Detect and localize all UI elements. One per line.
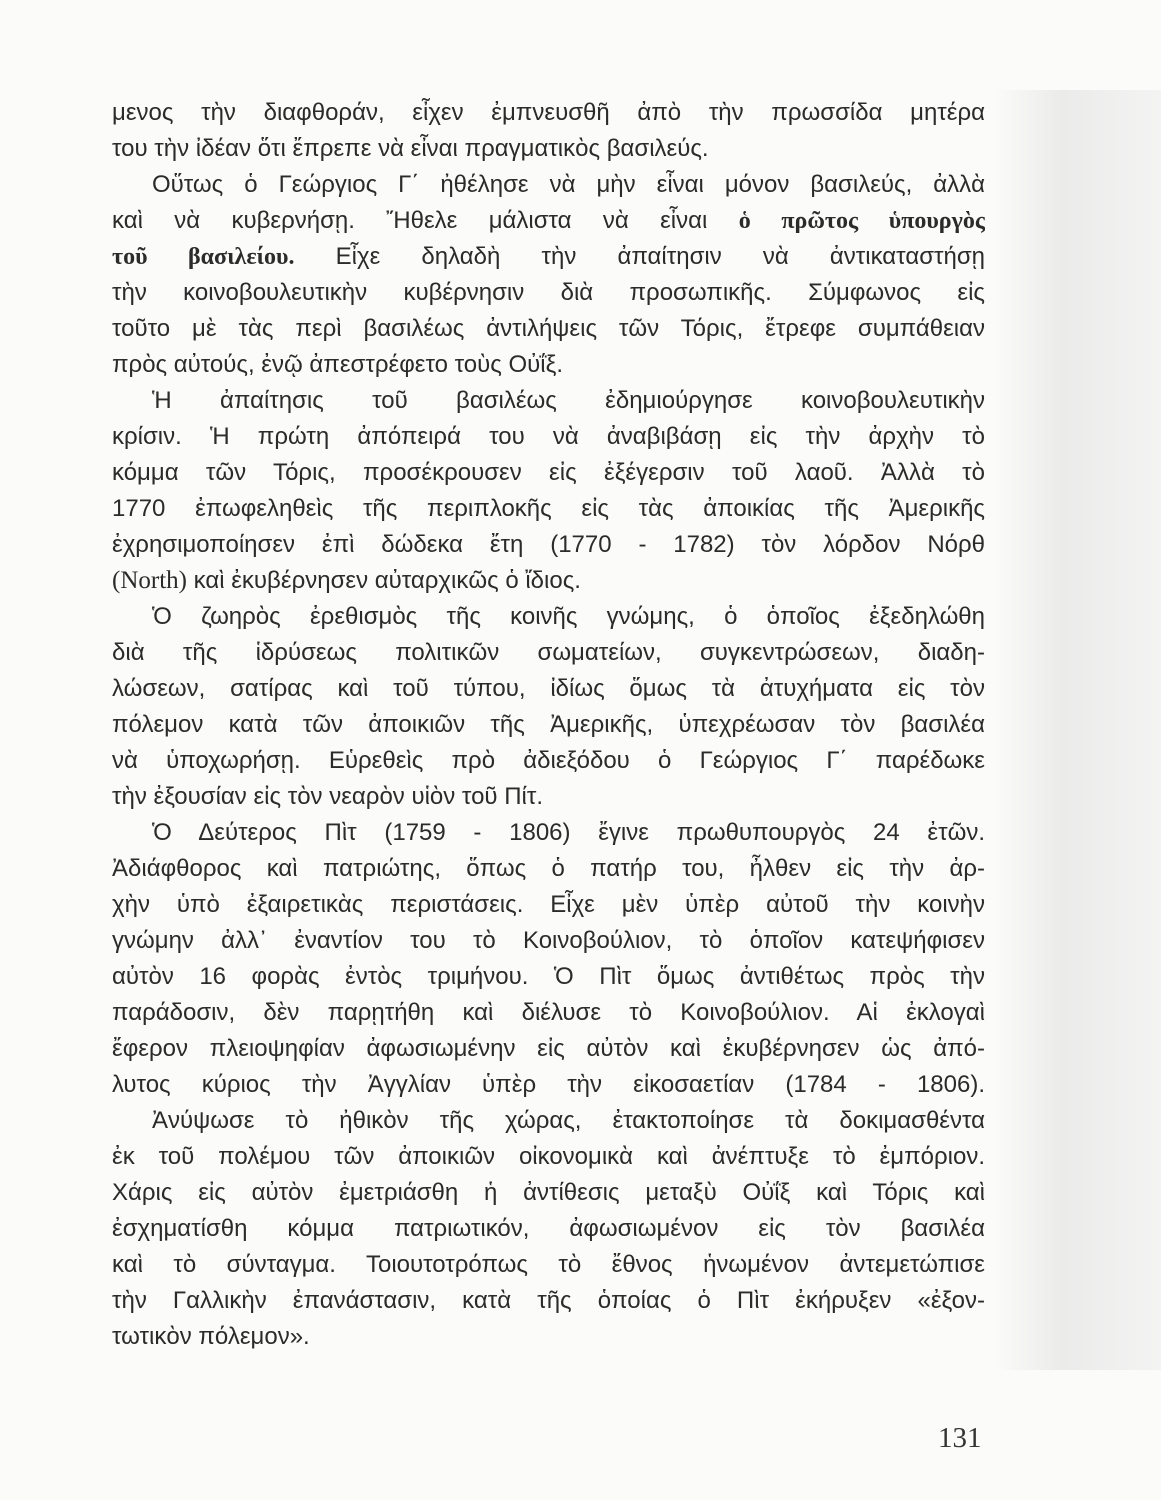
text-segment: καὶ ἐκυβέρνησεν αὐταρχικῶς ὁ ἴδιος. [186,567,581,594]
paragraph [112,815,985,1103]
paragraph [112,599,985,815]
text-line: ἔφερον πλειοψηφίαν ἀφωσιωμένην εἰς αὐτὸν καὶ ἐκυβέρνησεν ὡς ἀπό- [112,1035,985,1062]
text-line: Χάρις εἰς αὐτὸν ἐμετριάσθη ἡ ἀντίθεσις μεταξὺ Οὐΐξ καὶ Τόρις καὶ [112,1179,985,1206]
text-line: κρίσιν. Ἡ πρώτη ἀπόπειρά του νὰ ἀναβιβάσῃ εἰς τὴν ἀρχὴν τὸ [112,423,985,450]
bold-text: τοῦ βασιλείου. [112,244,295,270]
text-line: Ἀδιάφθορος καὶ πατριώτης, ὅπως ὁ πατήρ του, ἦλθεν εἰς τὴν ἀρ- [112,855,985,882]
text-line: του τὴν ἰδέαν ὅτι ἔπρεπε νὰ εἶναι πραγματικὸς βασιλεύς. [112,135,709,162]
text-line: καὶ τὸ σύνταγμα. Τοιουτοτρόπως τὸ ἔθνος ἡνωμένον ἀντεμετώπισε [112,1251,985,1278]
text-line [112,563,985,599]
text-line: Ἡ ἀπαίτησις τοῦ βασιλέως ἐδημιούργησε κοινοβουλευτικὴν [152,387,985,414]
body-text [112,95,985,1355]
text-line: χὴν ὑπὸ ἐξαιρετικὰς περιστάσεις. Εἶχε μὲν ὑπὲρ αὐτοῦ τὴν κοινὴν [112,891,985,918]
text-line: ἐχρησιμοποίησεν ἐπὶ δώδεκα ἔτη (1770 - 1782) τὸν λόρδον Νόρθ [112,531,985,558]
text-line: Ὁ Δεύτερος Πὶτ (1759 - 1806) ἔγινε πρωθυπουργὸς 24 ἐτῶν. [152,819,985,846]
text-line: λώσεων, σατίρας καὶ τοῦ τύπου, ἰδίως ὅμως τὰ ἀτυχήματα εἰς τὸν [112,675,985,702]
text-line: τὴν Γαλλικὴν ἐπανάστασιν, κατὰ τῆς ὁποίας ὁ Πὶτ ἐκήρυξεν «ἐξον- [112,1287,985,1314]
text-line: πρὸς αὐτούς, ἐνῷ ἀπεστρέφετο τοὺς Οὐΐξ. [112,351,563,378]
text-line: Οὕτως ὁ Γεώργιος Γ΄ ἠθέλησε νὰ μὴν εἶναι μόνον βασιλεύς, ἀλλὰ [152,171,985,198]
text-line: ἐσχηματίσθη κόμμα πατριωτικόν, ἀφωσιωμένον εἰς τὸν βασιλέα [112,1215,985,1242]
text-line: διὰ τῆς ἱδρύσεως πολιτικῶν σωματείων, συγκεντρώσεων, διαδη- [112,639,985,666]
text-line: αὐτὸν 16 φορὰς ἐντὸς τριμήνου. Ὁ Πὶτ ὅμως ἀντιθέτως πρὸς τὴν [112,963,985,990]
text-line: μενος τὴν διαφθοράν, εἶχεν ἐμπνευσθῆ ἀπὸ τὴν πρωσσίδα μητέρα [112,99,985,126]
paragraph [112,383,985,599]
bold-text: ὁ πρῶτος ὑπουργὸς [738,208,985,234]
text-line: 1770 ἐπωφεληθεὶς τῆς περιπλοκῆς εἰς τὰς ἀποικίας τῆς Ἀμερικῆς [112,495,985,522]
serif-text: (North) [112,567,187,594]
paragraph [112,95,985,167]
page-number: 131 [938,1422,982,1454]
text-segment: Εἶχε δηλαδὴ τὴν ἀπαίτησιν νὰ ἀντικαταστήσῃ [294,243,985,270]
text-segment: καὶ νὰ κυβερνήσῃ. Ἤθελε μάλιστα νὰ εἶναι [112,207,739,234]
text-line [112,203,985,239]
scan-shadow [995,90,1161,1370]
text-line: τὴν ἐξουσίαν εἰς τὸν νεαρὸν υἱὸν τοῦ Πίτ. [112,783,544,810]
text-line [112,239,985,275]
text-line: νὰ ὑποχωρήσῃ. Εὑρεθεὶς πρὸ ἀδιεξόδου ὁ Γεώργιος Γ΄ παρέδωκε [112,747,985,774]
text-line: πόλεμον κατὰ τῶν ἀποικιῶν τῆς Ἀμερικῆς, ὑπεχρέωσαν τὸν βασιλέα [112,711,985,738]
text-line: Ἀνύψωσε τὸ ἠθικὸν τῆς χώρας, ἐτακτοποίησε τὰ δοκιμασθέντα [152,1107,985,1134]
text-line: τοῦτο μὲ τὰς περὶ βασιλέως ἀντιλήψεις τῶν Τόρις, ἔτρεφε συμπάθειαν [112,315,985,342]
paragraph [112,167,985,383]
text-line: ἐκ τοῦ πολέμου τῶν ἀποικιῶν οἰκονομικὰ καὶ ἀνέπτυξε τὸ ἐμπόριον. [112,1143,985,1170]
text-line: παράδοσιν, δὲν παρῃτήθη καὶ διέλυσε τὸ Κοινοβούλιον. Αἱ ἐκλογαὶ [112,999,985,1026]
text-line: τωτικὸν πόλεμον». [112,1323,310,1350]
paragraph [112,1103,985,1355]
text-line: Ὁ ζωηρὸς ἐρεθισμὸς τῆς κοινῆς γνώμης, ὁ ὁποῖος ἐξεδηλώθη [152,603,985,630]
text-line: γνώμην ἀλλ᾽ ἐναντίον του τὸ Κοινοβούλιον, τὸ ὁποῖον κατεψήφισεν [112,927,985,954]
text-line: λυτος κύριος τὴν Ἀγγλίαν ὑπὲρ τὴν εἰκοσαετίαν (1784 - 1806). [112,1071,985,1098]
text-line: κόμμα τῶν Τόρις, προσέκρουσεν εἰς ἐξέγερσιν τοῦ λαοῦ. Ἀλλὰ τὸ [112,459,985,486]
text-line: τὴν κοινοβουλευτικὴν κυβέρνησιν διὰ προσωπικῆς. Σύμφωνος εἰς [112,279,985,306]
